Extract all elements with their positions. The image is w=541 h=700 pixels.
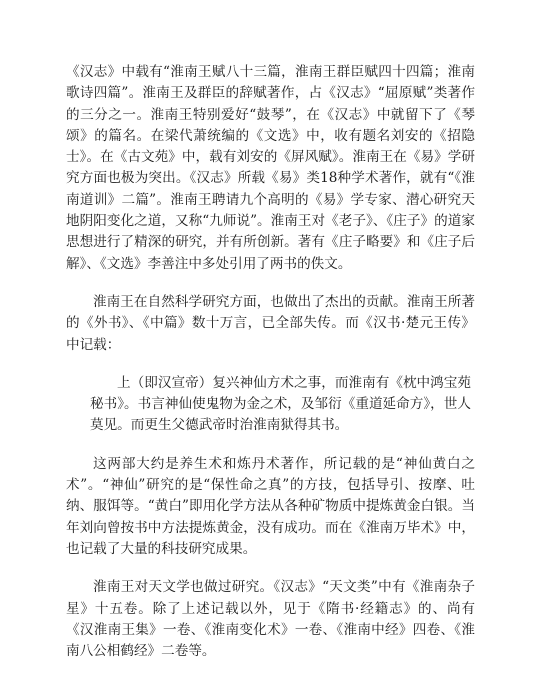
paragraph-alchemy: 这两部大约是养生术和炼丹术著作，所记载的是“神仙黄白之术”。“神仙”研究的是“保性命之真”的方技，包括导引、按摩、吐纳、服饵等。“黄白”即用化学方法从各种矿物质中提炼黄金白银。当年刘向曾按书中方法提炼黄金，没有成功。而在《淮南万毕术》中，也记载了大量的科技研究成果。 xyxy=(66,455,475,557)
paragraph-literary-works: 《汉志》中载有“淮南王赋八十三篇，淮南王群臣赋四十四篇；淮南歌诗四篇”。淮南王及群臣的辞赋著作，占《汉志》“屈原赋”类著作的三分之一。淮南王特别爱好“鼓琴”，在《汉志》中就留下了《琴颂》的篇名。在梁代萧统编的《文选》中，收有题名刘安的《招隐士》。在《古文苑》中，载有刘安的《屏风赋》。淮南王在《易》学研究方面也极为突出。《汉志》所载《易》类18种学术著作，就有“《淮南道训》二篇”。淮南王聘请九个高明的《易》学专家、潜心研究天地阴阳变化之道，又称“九师说”。淮南王对《老子》、《庄子》的道家思想进行了精深的研究，并有所创新。著有《庄子略要》和《庄子后解》、《文选》李善注中多处引用了两书的佚文。 xyxy=(66,64,475,272)
paragraph-astronomy: 淮南王对天文学也做过研究。《汉志》“天文类”中有《淮南杂子星》十五卷。除了上述记载以外，见于《隋书·经籍志》的、尚有《汉淮南王集》一卷、《淮南变化术》一卷、《淮南中经》四卷、《淮南八公相鹤经》二卷等。 xyxy=(66,579,475,660)
paragraph-natural-science: 淮南王在自然科学研究方面，也做出了杰出的贡献。淮南王所著的《外书》、《中篇》数十万言，已全部失传。而《汉书·楚元王传》中记载： xyxy=(66,293,476,353)
block-quote-hanshu: 上（即汉宣帝）复兴神仙方术之事，而淮南有《枕中鸿宝苑秘书》。书言神仙使鬼物为金之术，及邹衍《重道延命方》，世人莫见。而更生父德武帝时治淮南狱得其书。 xyxy=(90,374,471,434)
